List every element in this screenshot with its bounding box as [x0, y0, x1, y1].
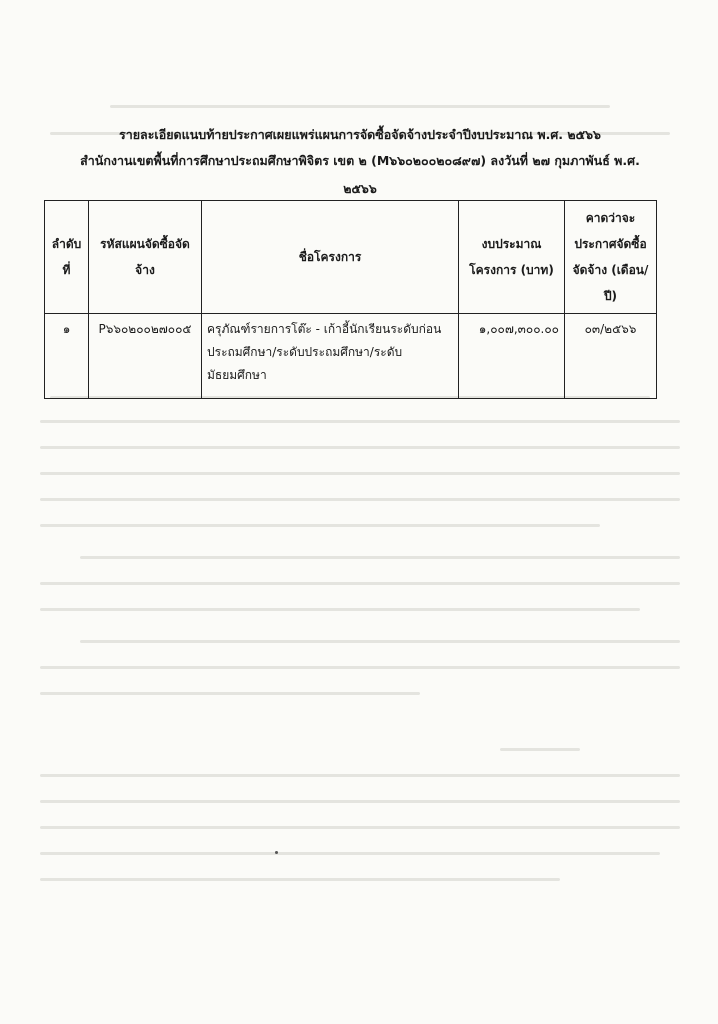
- bleed-through-line: [80, 556, 680, 559]
- bleed-through-line: [40, 852, 660, 855]
- bleed-through-line: [40, 446, 680, 449]
- table-row: [45, 314, 657, 399]
- cell-no: ๑: [45, 314, 89, 399]
- document-subtitle-year: ๒๕๖๖: [343, 181, 377, 196]
- cell-budget: ๑,๐๐๗,๓๐๐.๐๐: [459, 314, 565, 399]
- document-title: รายละเอียดแนบท้ายประกาศเผยแพร่แผนการจัดซื้อจัดจ้างประจำปีงบประมาณ พ.ศ. ๒๕๖๖: [119, 127, 601, 142]
- bleed-through-line: [80, 640, 680, 643]
- bleed-through-line: [40, 498, 680, 501]
- bleed-through-line: [40, 420, 680, 423]
- cell-plan-code: P๖๖๐๒๐๐๒๗๐๐๕: [89, 314, 202, 399]
- bleed-through-line: [40, 826, 680, 829]
- bleed-through-line: [40, 878, 560, 881]
- bleed-through-line: [40, 472, 680, 475]
- header-announce-date: คาดว่าจะประกาศจัดซื้อจัดจ้าง (เดือน/ปี): [565, 201, 657, 314]
- bleed-through-line: [40, 692, 420, 695]
- bleed-through-line: [500, 748, 580, 751]
- header-project-name: ชื่อโครงการ: [202, 201, 459, 314]
- bleed-through-line: [40, 666, 680, 669]
- header-no: ลำดับที่: [45, 201, 89, 314]
- ink-speck: [275, 851, 278, 854]
- bleed-through-line: [40, 524, 600, 527]
- cell-project-name: ครุภัณฑ์รายการโต๊ะ - เก้าอี้นักเรียนระดับก่อนประถมศึกษา/ระดับประถมศึกษา/ระดับมัธยมศึกษา: [202, 314, 459, 399]
- bleed-through-line: [40, 800, 680, 803]
- table-header-row: [45, 201, 657, 314]
- procurement-plan-table: [44, 200, 657, 399]
- header-budget: งบประมาณโครงการ (บาท): [459, 201, 565, 314]
- document-subtitle: สำนักงานเขตพื้นที่การศึกษาประถมศึกษาพิจิตร เขต ๒ (M๖๖๐๒๐๐๒๐๘๙๗) ลงวันที่ ๒๗ กุมภาพันธ์ พ.ศ.: [80, 153, 640, 168]
- bleed-through-line: [40, 582, 680, 585]
- bleed-through-line: [110, 105, 610, 108]
- bleed-through-line: [40, 774, 680, 777]
- header-plan-code: รหัสแผนจัดซื้อจัดจ้าง: [89, 201, 202, 314]
- bleed-through-line: [40, 608, 640, 611]
- cell-announce-date: ๐๓/๒๕๖๖: [565, 314, 657, 399]
